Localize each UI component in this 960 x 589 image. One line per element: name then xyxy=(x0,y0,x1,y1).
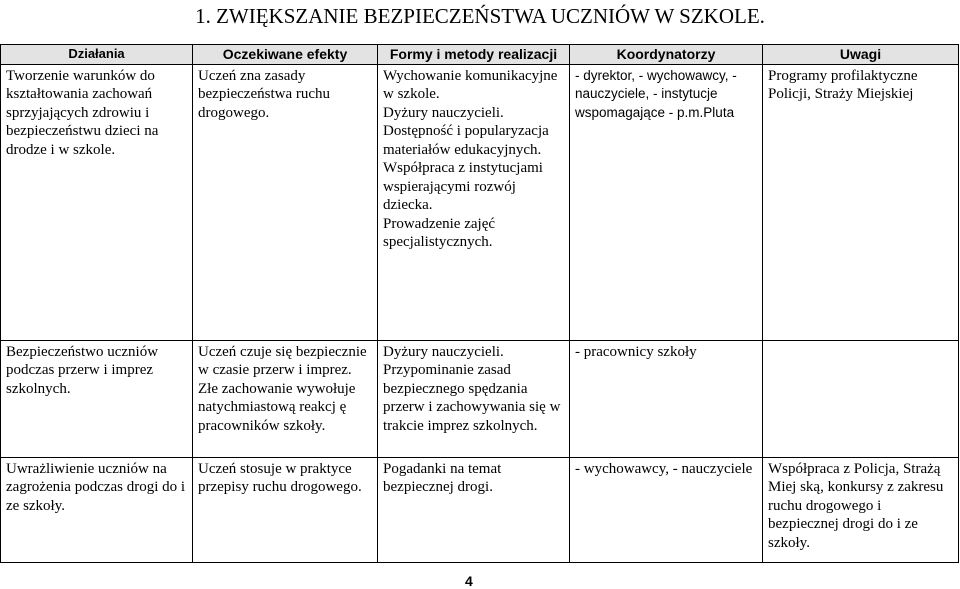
cell-koordynatorzy: - dyrektor, - wychowawcy, - nauczyciele, - instytucje wspomagające - p.m.Pluta xyxy=(570,64,763,340)
cell-formy: Pogadanki na temat bezpiecznej drogi. xyxy=(378,457,570,562)
cell-dzialania: Tworzenie warunków do kształtowania zachowań sprzyjających zdrowiu i bezpieczeństwu dzieci na drodze i w szkole. xyxy=(1,64,193,340)
cell-koordynatorzy: - pracownicy szkoły xyxy=(570,340,763,457)
header-uwagi: Uwagi xyxy=(763,45,959,65)
page-number: 4 xyxy=(465,573,473,589)
cell-uwagi xyxy=(763,340,959,457)
header-koordynatorzy: Koordynatorzy xyxy=(570,45,763,65)
cell-efekty: Uczeń stosuje w praktyce przepisy ruchu drogowego. xyxy=(193,457,378,562)
header-dzialania: Działania xyxy=(1,45,193,65)
cell-uwagi: Programy profilaktyczne Policji, Straży Miejskiej xyxy=(763,64,959,340)
safety-plan-table xyxy=(0,44,959,563)
cell-efekty: Uczeń zna zasady bezpieczeństwa ruchu drogowego. xyxy=(193,64,378,340)
cell-formy: Wychowanie komunikacyjne w szkole. Dyżury nauczycieli. Dostępność i popularyzacja materiałów edukacyjnych. Współpraca z instytucjami wspierającymi rozwój dziecka. Prowadzenie zajęć specjalistycznych. xyxy=(378,64,570,340)
page-title: 1. ZWIĘKSZANIE BEZPIECZEŃSTWA UCZNIÓW W SZKOLE. xyxy=(195,4,765,28)
table-row xyxy=(1,64,959,340)
cell-dzialania: Bezpieczeństwo uczniów podczas przerw i imprez szkolnych. xyxy=(1,340,193,457)
cell-dzialania: Uwrażliwienie uczniów na zagrożenia podczas drogi do i ze szkoły. xyxy=(1,457,193,562)
table-row xyxy=(1,340,959,457)
header-formy-i-metody: Formy i metody realizacji xyxy=(378,45,570,65)
table-header-row xyxy=(1,45,959,65)
header-oczekiwane-efekty: Oczekiwane efekty xyxy=(193,45,378,65)
cell-efekty: Uczeń czuje się bezpiecznie w czasie przerw i imprez. Złe zachowanie wywołuje natychmiastową reakcj ę pracowników szkoły. xyxy=(193,340,378,457)
cell-uwagi: Współpraca z Policja, Strażą Miej ską, konkursy z zakresu ruchu drogowego i bezpiecznej drogi do i ze szkoły. xyxy=(763,457,959,562)
cell-formy: Dyżury nauczycieli. Przypominanie zasad bezpiecznego spędzania przerw i zachowywania się w trakcie imprez szkolnych. xyxy=(378,340,570,457)
table-row xyxy=(1,457,959,562)
cell-koordynatorzy: - wychowawcy, - nauczyciele xyxy=(570,457,763,562)
